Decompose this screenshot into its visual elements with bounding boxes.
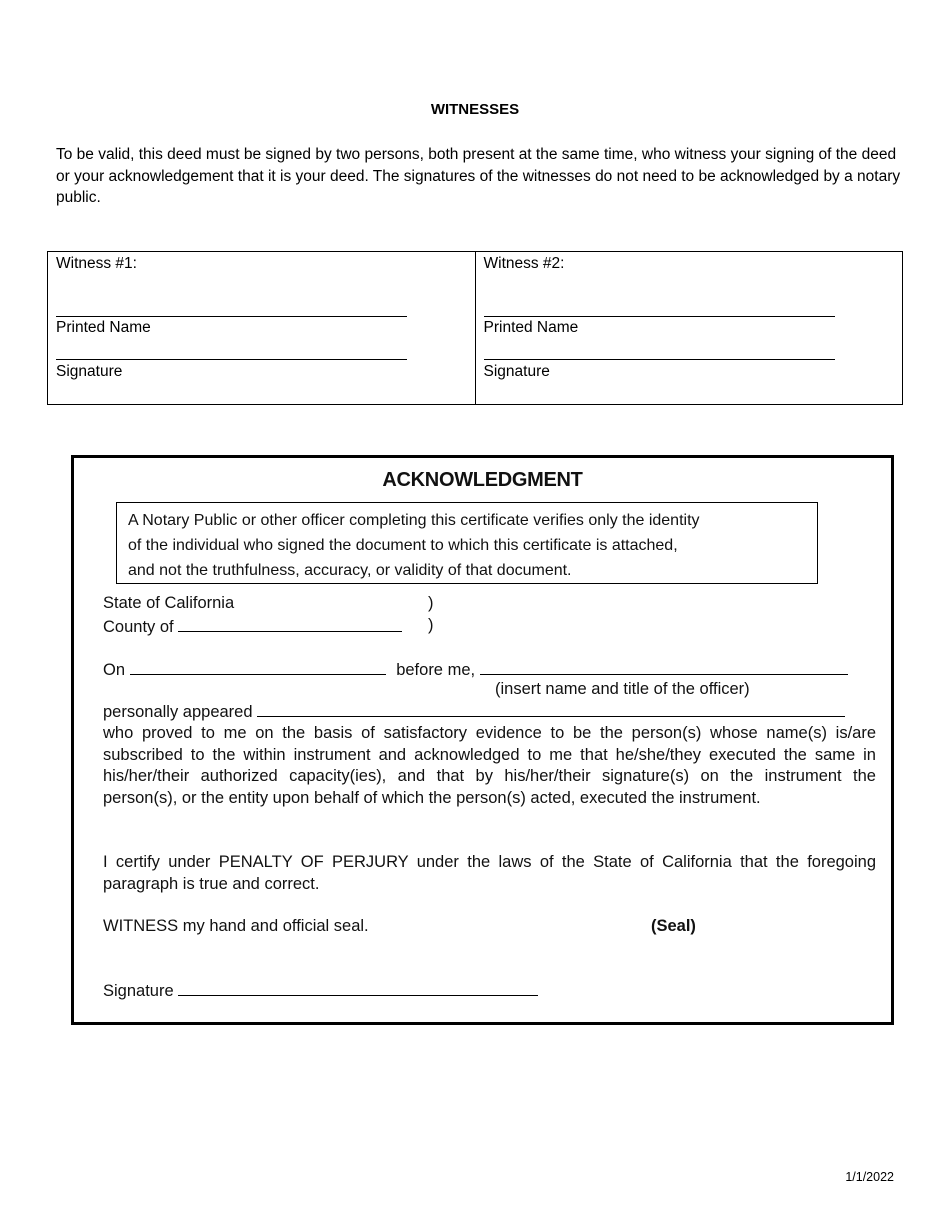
witness-1-printed-name-label: Printed Name	[56, 319, 151, 336]
witnesses-heading: WITNESSES	[430, 101, 520, 118]
notary-signature-row	[103, 980, 538, 1001]
state-label: State of California	[103, 594, 235, 612]
witness-1-title: Witness #1:	[56, 255, 137, 272]
witness-2-cell	[475, 252, 903, 404]
notice-line: and not the truthfulness, accuracy, or validity of that document.	[128, 562, 572, 579]
seal-label: (Seal)	[651, 917, 696, 935]
notice-line: of the individual who signed the document to which this certificate is attached,	[128, 537, 678, 554]
notice-line: A Notary Public or other officer completing this certificate verifies only the identity	[128, 512, 700, 529]
county-paren: )	[428, 616, 434, 634]
personally-appeared-row	[103, 701, 845, 722]
witness-1-cell	[48, 252, 475, 404]
witness-table	[47, 251, 903, 405]
county-label: County of	[103, 618, 174, 636]
witness-2-printed-name-field[interactable]	[484, 316, 835, 317]
acknowledgment-notice	[116, 502, 818, 584]
acknowledgment-title: ACKNOWLEDGMENT	[382, 469, 583, 491]
officer-field[interactable]	[480, 659, 848, 675]
notary-signature-field[interactable]	[178, 980, 538, 996]
witness-1-signature-field[interactable]	[56, 359, 407, 360]
witness-2-signature-label: Signature	[483, 363, 550, 380]
witnesses-intro: To be valid, this deed must be signed by two persons, both present at the same time, who witness your signing of the deed or your acknowledgement that it is your deed. The signatures of the witnesses do not need to be acknowledged by a notary public.	[56, 146, 901, 206]
appeared-name-field[interactable]	[257, 701, 845, 717]
before-me-label: before me,	[396, 661, 476, 679]
footer-date: 1/1/2022	[845, 1170, 894, 1184]
witness-1-printed-name-field[interactable]	[56, 316, 407, 317]
notary-signature-label: Signature	[103, 982, 174, 1000]
witness-1-signature-label: Signature	[56, 363, 123, 380]
witness-2-signature-field[interactable]	[484, 359, 835, 360]
county-field[interactable]	[178, 616, 402, 632]
acknowledgment-body: who proved to me on the basis of satisfactory evidence to be the person(s) whose name(s) is/are subscribed to the within instrument and acknowledged to me that he/she/they executed the same in his/her/their authorized capacity(ies), and that by his/her/their signature(s) on the instrument the person(s), or the entity upon behalf of which the person(s) acted, executed the instrument.	[103, 724, 876, 808]
state-paren: )	[428, 594, 434, 612]
date-field[interactable]	[130, 659, 386, 675]
witness-hand-text: WITNESS my hand and official seal.	[103, 917, 369, 935]
acknowledgment-box	[71, 455, 894, 1025]
certify-paragraph: I certify under PENALTY OF PERJURY under the laws of the State of California that the foregoing paragraph is true and correct.	[103, 853, 876, 893]
county-row	[103, 616, 402, 637]
witness-2-printed-name-label: Printed Name	[483, 319, 579, 336]
witness-2-title: Witness #2:	[483, 255, 565, 272]
personally-appeared-label: personally appeared	[103, 703, 253, 721]
on-row	[103, 659, 848, 680]
officer-hint: (insert name and title of the officer)	[495, 680, 750, 698]
on-label: On	[103, 661, 126, 679]
